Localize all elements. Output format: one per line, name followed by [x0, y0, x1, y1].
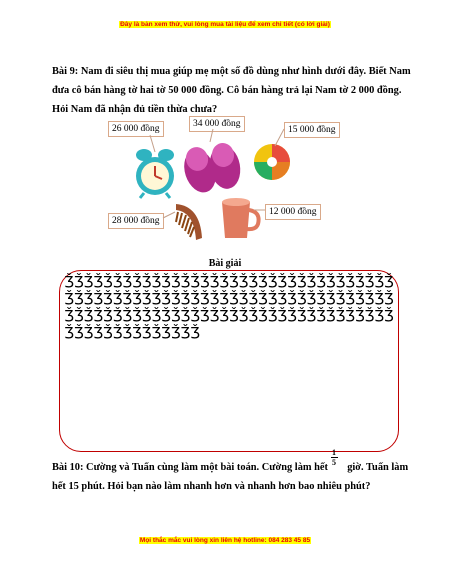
price-tag-mug: 12 000 đồng	[265, 204, 321, 220]
problem-10-text-before: Bài 10: Cường và Tuấn cùng làm một bài toán. Cường làm hết	[52, 462, 328, 473]
price-tag-comb: 28 000 đồng	[108, 213, 164, 229]
solution-title: Bài giải	[208, 258, 242, 269]
problem-9-text: Bài 9: Nam đi siêu thị mua giúp mẹ một số đồ dùng như hình dưới đây. Biết Nam đưa cô bán hàng tờ hai tờ 50 000 đồng. Cô bán hàng trả lại Nam tờ 2 000 đồng. Hỏi Nam đã nhận đủ tiền thừa chưa?	[52, 66, 411, 115]
fraction-numerator: 1	[332, 448, 336, 457]
solution-placeholder-text: ǮǮǮǮǮǮǮǮǮǮǮǮǮǮǮǮǮǮǮǮǮǮǮǮǮǮǮǮǮǮǮǮǮǮǮǮǮǮǮǮǮǮǮǮǮǮǮǮǮǮǮǮǮǮǮǮǮǮǮǮǮǮǮǮǮǮǮǮǮǮǮǮǮǮǮǮǮǮǮǮǮǮǮǮǮǮǮǮǮǮǮǮǮǮǮǮǮǮǮǮǮǮǮǮǮǮǮǮǮǮǮǮǮǮǮǮ	[64, 273, 394, 342]
problem-10-text-after: giờ. Tuấn làm hết 15 phút. Hỏi bạn nào làm nhanh hơn và nhanh hơn bao nhiêu phút?	[52, 462, 409, 492]
footer-notice	[0, 529, 450, 547]
fraction-one-fifth	[330, 448, 338, 467]
price-tag-clock: 26 000 đồng	[108, 121, 164, 137]
problem-10-text	[52, 458, 412, 496]
fraction-denominator: 5	[332, 458, 336, 467]
footer-notice-text: Mọi thắc mắc vui lòng xin liên hệ hotline: 084 283 45 85	[139, 537, 311, 544]
header-notice-text: Đây là bản xem thử, vui lòng mua tài liệu để xem chi tiết (có lời giải)	[120, 21, 330, 28]
price-tag-slippers: 34 000 đồng	[189, 116, 245, 132]
price-tag-ball: 15 000 đồng	[284, 122, 340, 138]
